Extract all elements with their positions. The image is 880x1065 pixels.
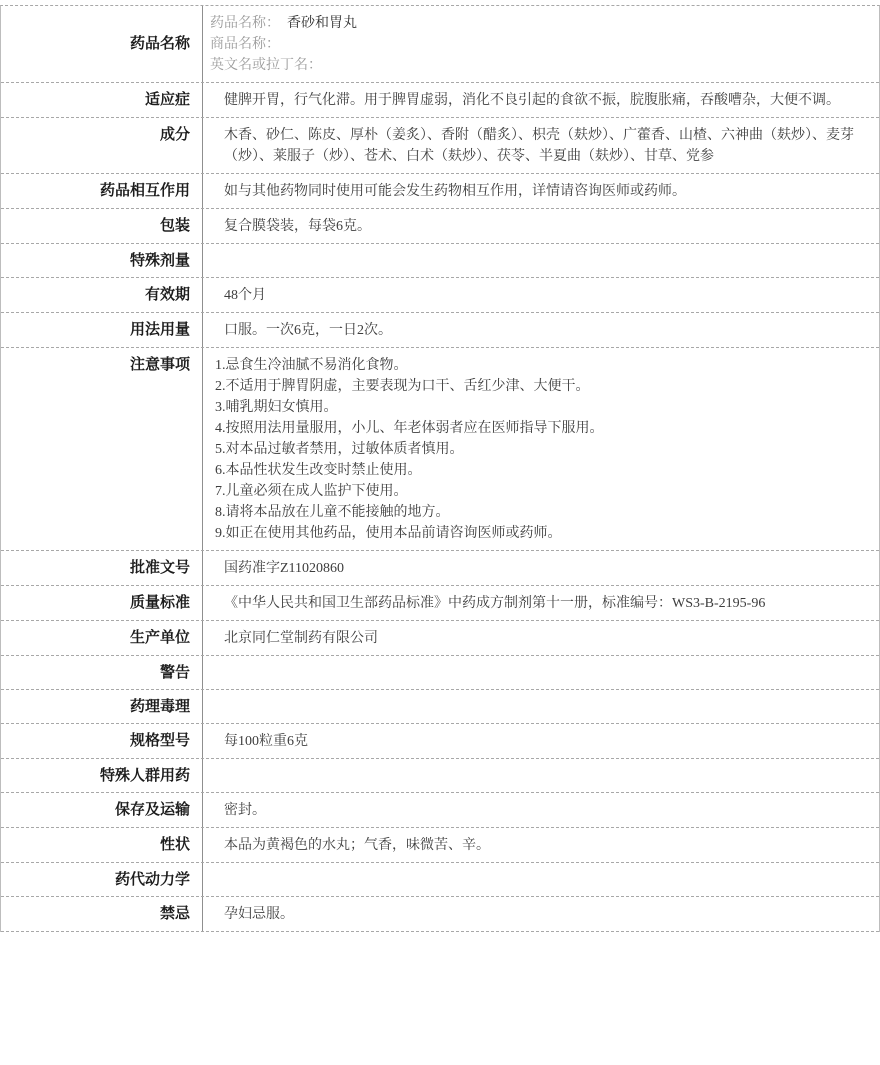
row-content: 复合膜袋装，每袋6克。 [224, 219, 371, 234]
row-content [203, 863, 879, 896]
row-label: 成分 [1, 118, 203, 173]
row-description [1, 828, 879, 863]
precaution-item: 4.按照用法用量服用，小儿、年老体弱者应在医师指导下服用。 [215, 421, 604, 436]
row-content: 木香、砂仁、陈皮、厚朴（姜炙）、香附（醋炙）、枳壳（麸炒）、广藿香、山楂、六神曲（麸炒）、麦芽（炒）、莱服子（炒）、苍术、白术（麸炒）、茯苓、半夏曲（麸炒）、甘草、党参 [224, 128, 854, 164]
row-drug-interactions [1, 174, 879, 209]
row-label: 用法用量 [1, 313, 203, 347]
row-content [203, 759, 879, 792]
row-storage-transport [1, 793, 879, 828]
drug-info-table [0, 5, 880, 932]
row-content [203, 244, 879, 277]
row-content: 孕妇忌服。 [224, 907, 294, 922]
row-label: 规格型号 [1, 724, 203, 758]
row-label: 性状 [1, 828, 203, 862]
precaution-item: 2.不适用于脾胃阴虚，主要表现为口干、舌红少津、大便干。 [215, 379, 590, 394]
row-precautions [1, 348, 879, 551]
row-content [203, 656, 879, 689]
row-pharmacology-toxicology [1, 690, 879, 724]
row-label: 禁忌 [1, 897, 203, 931]
row-pharmacokinetics [1, 863, 879, 897]
row-content: 北京同仁堂制药有限公司 [224, 631, 378, 646]
row-content: 每100粒重6克 [224, 734, 308, 749]
precaution-item: 7.儿童必须在成人监护下使用。 [215, 484, 408, 499]
row-drug-name [1, 6, 879, 83]
row-specification [1, 724, 879, 759]
precaution-item: 5.对本品过敏者禁用，过敏体质者慎用。 [215, 442, 464, 457]
row-packaging [1, 209, 879, 244]
row-shelf-life [1, 278, 879, 313]
precaution-item: 1.忌食生冷油腻不易消化食物。 [215, 358, 408, 373]
row-label: 药代动力学 [1, 863, 203, 896]
generic-name-value: 香砂和胃丸 [287, 16, 357, 31]
generic-name-line [210, 13, 865, 34]
row-content: 48个月 [224, 288, 266, 303]
row-label: 包装 [1, 209, 203, 243]
row-warning [1, 656, 879, 690]
row-label: 药理毒理 [1, 690, 203, 723]
row-content [203, 690, 879, 723]
row-label: 注意事项 [1, 348, 203, 550]
precaution-item: 9.如正在使用其他药品，使用本品前请咨询医师或药师。 [215, 526, 562, 541]
row-label: 特殊人群用药 [1, 759, 203, 792]
row-label: 有效期 [1, 278, 203, 312]
row-content: 健脾开胃，行气化滞。用于脾胃虚弱，消化不良引起的食欲不振，脘腹胀痛，吞酸嘈杂，大便不调。 [224, 93, 840, 108]
row-label: 质量标准 [1, 586, 203, 620]
row-special-population [1, 759, 879, 793]
row-ingredients [1, 118, 879, 174]
row-label: 保存及运输 [1, 793, 203, 827]
row-content: 本品为黄褐色的水丸；气香，味微苦、辛。 [224, 838, 490, 853]
row-manufacturer [1, 621, 879, 656]
row-label: 批准文号 [1, 551, 203, 585]
row-label: 特殊剂量 [1, 244, 203, 277]
row-label: 药品相互作用 [1, 174, 203, 208]
row-content: 密封。 [224, 803, 266, 818]
row-content: 《中华人民共和国卫生部药品标准》中药成方制剂第十一册，标准编号：WS3-B-2195-96 [224, 596, 766, 611]
precaution-item: 8.请将本品放在儿童不能接触的地方。 [215, 505, 450, 520]
row-content: 如与其他药物同时使用可能会发生药物相互作用，详情请咨询医师或药师。 [224, 184, 686, 199]
row-label: 药品名称 [1, 6, 203, 82]
english-name-label: 英文名或拉丁名： [210, 58, 322, 73]
row-content: 国药准字Z11020860 [224, 561, 345, 576]
generic-name-label: 药品名称： [210, 16, 280, 31]
row-dosage-usage [1, 313, 879, 348]
row-special-dosage [1, 244, 879, 278]
precaution-item: 6.本品性状发生改变时禁止使用。 [215, 463, 422, 478]
row-label: 适应症 [1, 83, 203, 117]
row-content: 口服。一次6克，一日2次。 [224, 323, 392, 338]
row-quality-standard [1, 586, 879, 621]
row-approval-number [1, 551, 879, 586]
row-label: 生产单位 [1, 621, 203, 655]
row-indications [1, 83, 879, 118]
row-contraindications [1, 897, 879, 932]
row-label: 警告 [1, 656, 203, 689]
row-content [203, 348, 879, 550]
precaution-item: 3.哺乳期妇女慎用。 [215, 400, 338, 415]
row-content [203, 6, 879, 82]
trade-name-label: 商品名称： [210, 37, 280, 52]
